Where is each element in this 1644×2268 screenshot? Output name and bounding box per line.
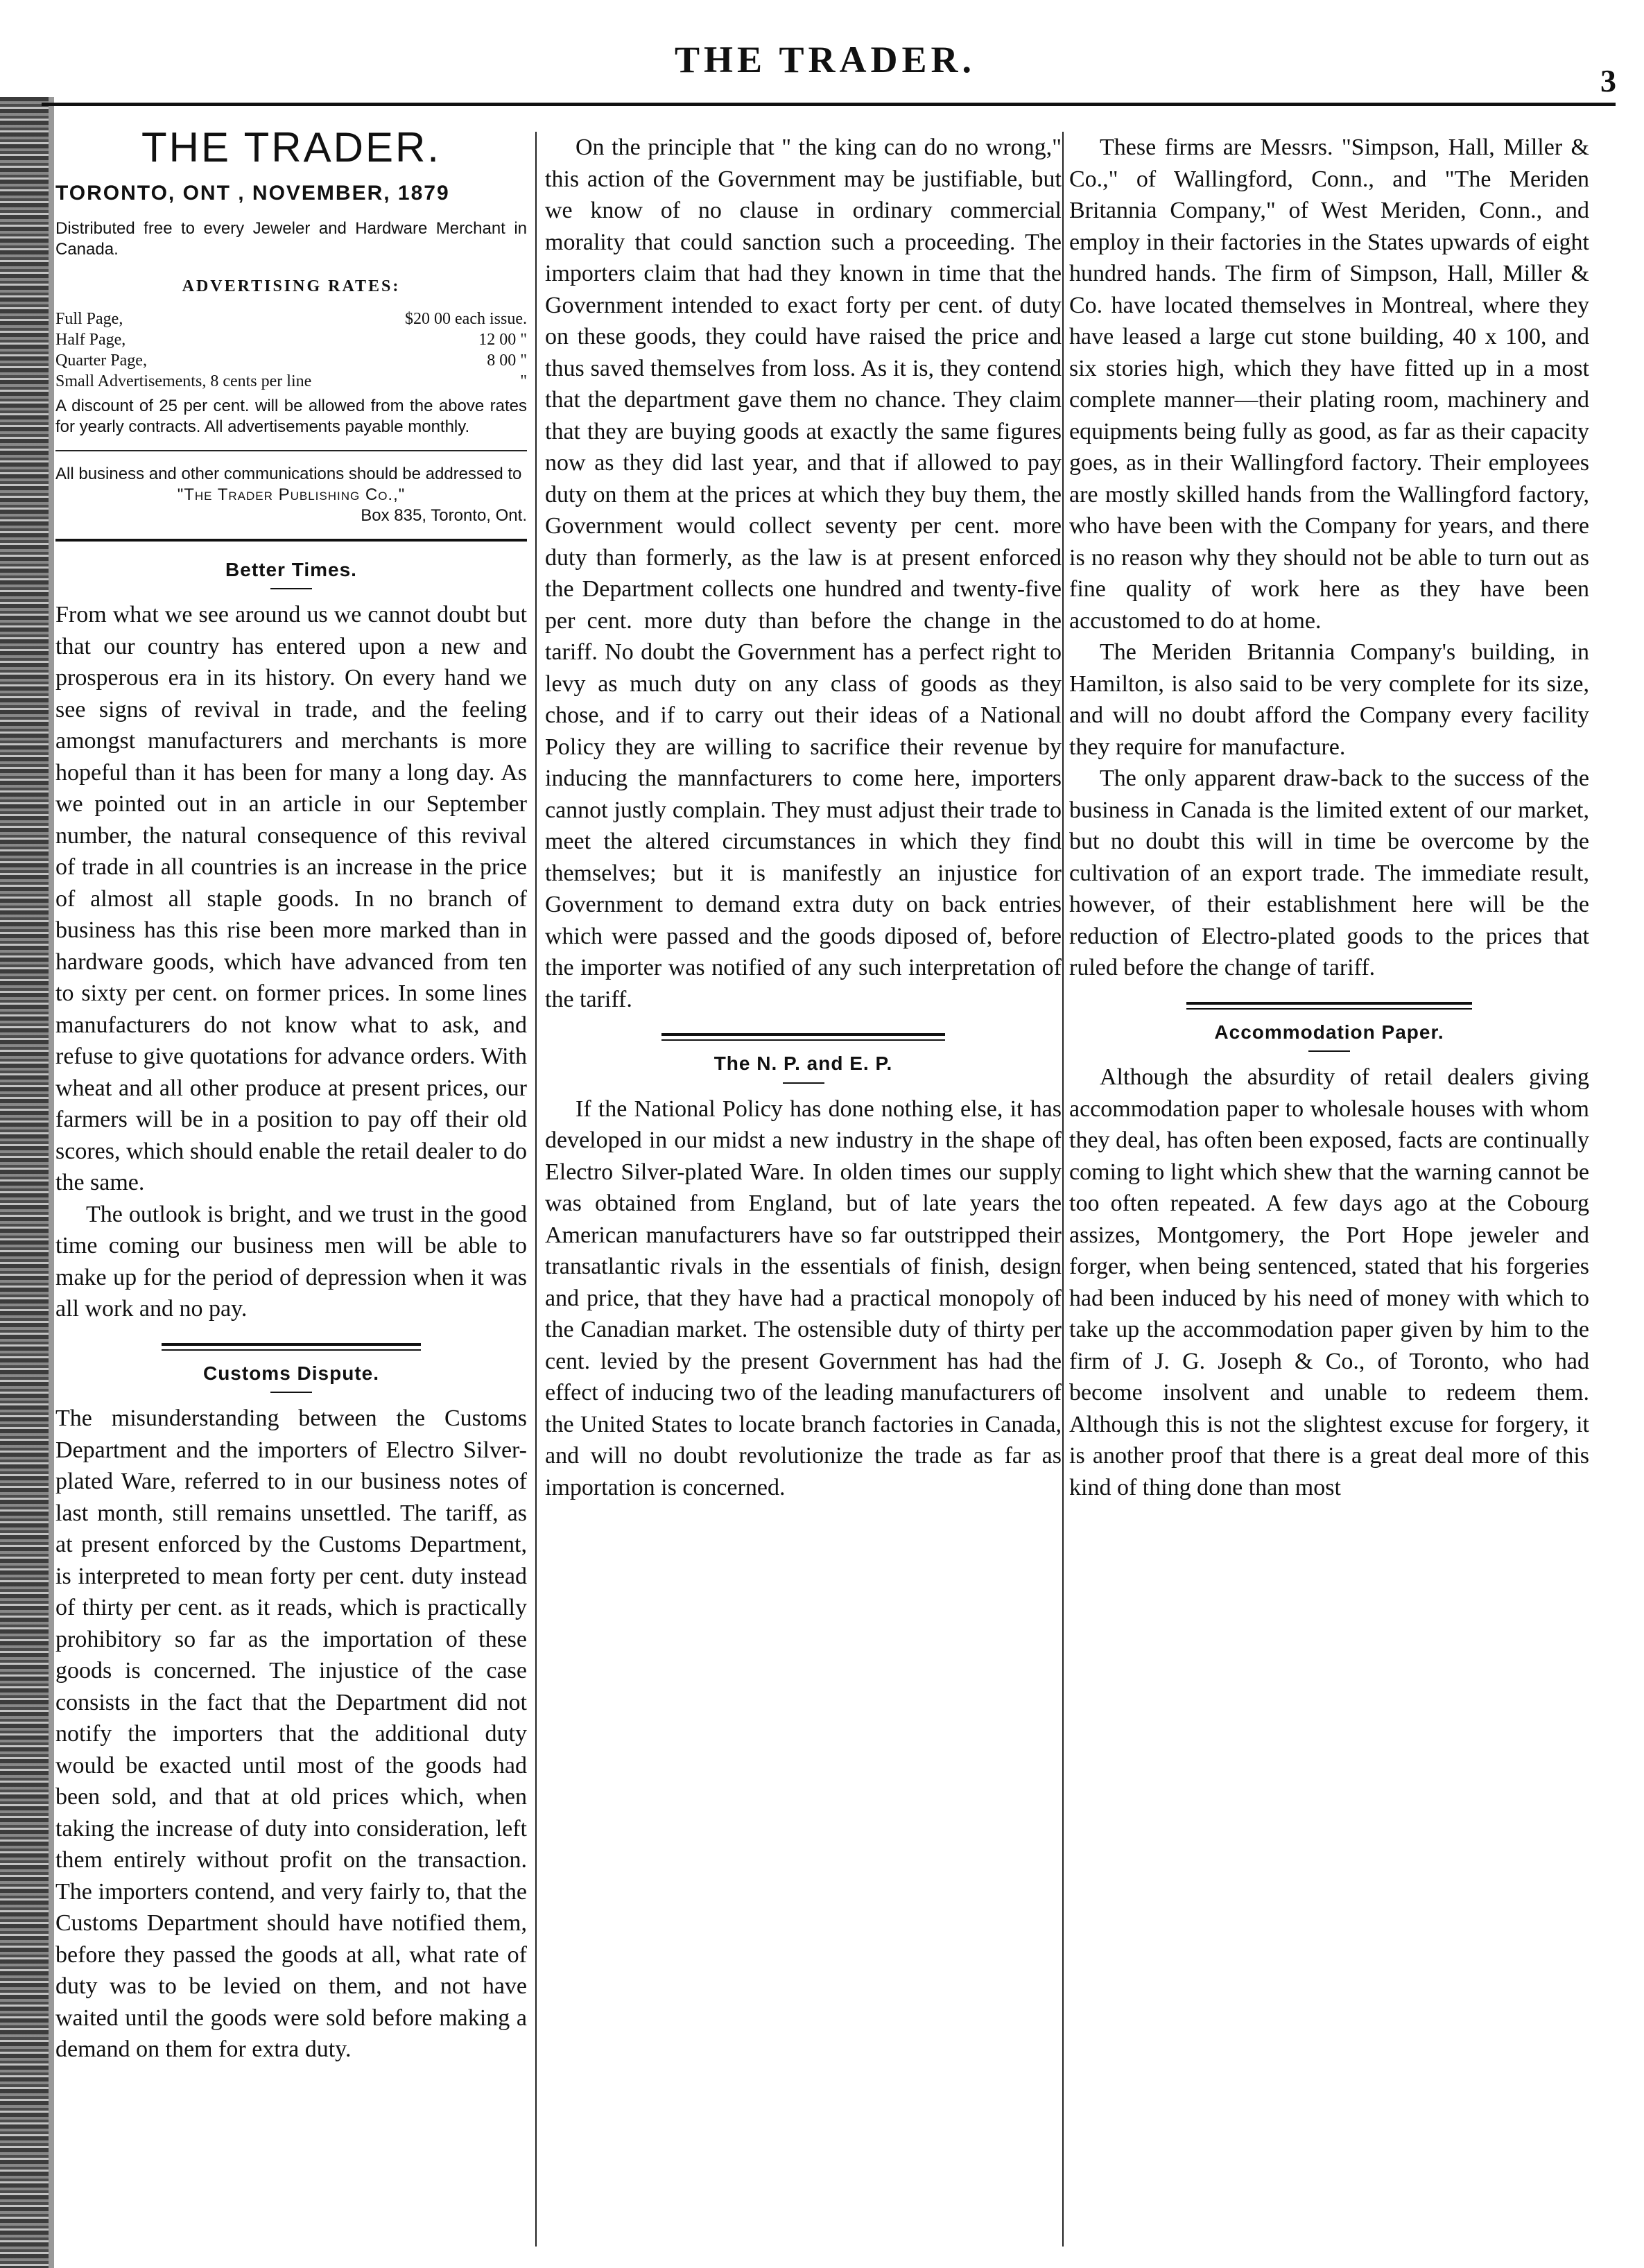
section-heading: Accommodation Paper. xyxy=(1214,1021,1444,1043)
rate-label: Full Page, xyxy=(55,309,123,328)
heading-dash xyxy=(270,588,312,589)
contact-box: Box 835, Toronto, Ont. xyxy=(361,505,527,525)
page-masthead: THE TRADER. xyxy=(674,39,976,80)
rate-price: $20 00 each issue. xyxy=(405,309,527,328)
divider-rule xyxy=(55,450,527,451)
heading-dash xyxy=(1308,1050,1350,1052)
distribution-note: Distributed free to every Jeweler and Hardware Merchant in Canada. xyxy=(55,219,527,259)
rate-row xyxy=(55,350,527,371)
rate-row xyxy=(55,309,527,329)
contact-intro: All business and other communications should be addressed to xyxy=(55,464,522,483)
column-divider xyxy=(535,132,537,2247)
article-paragraph: From what we see around us we cannot doubt but that our country has entered upon a new and prosperous era in its history. On every hand we see signs of revival in trade, and the feeling amongst manufacturers and merchants is more hopeful than it has been for many a long day. As we pointed out in an article in our September number, the natural consequence of this revival of trade in all countries is an increase in the price of almost all staple goods. In no branch of business has this rise been more marked than in hardware goods, which have advanced from ten to sixty per cent. on former prices. In some lines manufacturers do not know what to ask, and refuse to give quotations for advance orders. With wheat and all other produce at present prices, our farmers will be in a position to pay off their old scores, which should enable the retail dealer to do the same. xyxy=(55,602,527,1195)
rate-label: Small Advertisements, 8 cents per line xyxy=(55,372,312,390)
rates-heading: ADVERTISING RATES: xyxy=(182,277,401,295)
contact-company: "The Trader Publishing Co.," xyxy=(177,485,406,504)
rate-price: 8 00 " xyxy=(487,351,527,370)
section-heading: The N. P. and E. P. xyxy=(713,1053,893,1074)
article-paragraph: Although the absurdity of retail dealers giving accommodation paper to wholesale houses with whom they deal, has often been exposed, facts are continually coming to light which shew that the warning cannot be too often repeated. A few days ago at the Cobourg assizes, Montgomery, the Port Hope jeweler and forger, when being sentenced, stated that his forgeries had been induced by his need of money with which to take up the accommodation paper given by him to the firm of J. G. Joseph & Co., of Toronto, who had become insolvent and unable to redeem them. Although this is not the slightest excuse for forgery, it is another proof that there is a great deal more of this kind of thing done than most xyxy=(1069,1064,1589,1500)
column-3 xyxy=(1069,132,1589,1503)
dateline: TORONTO, ONT , NOVEMBER, 1879 xyxy=(55,181,450,205)
article-paragraph: The misunderstanding between the Customs Department and the importers of Electro Silver-plated Ware, referred to in our business notes of last month, still remains unsettled. The tariff, as at present enforced by the Customs Department, is interpreted to mean forty per cent. duty instead of thirty per cent. as it reads, which is practically prohibitory so far as the importation of these goods is concerned. The injustice of the case consists in the fact that the Department did not notify the importers that the additional duty would be exacted until most of the goods had been sold, and that at old prices which, when taking the increase of duty into consideration, left them entirely without profit on the transaction. The importers contend, and very fairly to, that the Customs Department should have notified them, before they passed the goods at all, what rate of duty was to be levied on them, and not have waited until the goods were sold before making a demand on them for extra duty. xyxy=(55,1405,527,2062)
rate-price: 12 00 " xyxy=(478,330,527,349)
heading-dash xyxy=(783,1082,824,1084)
rate-row xyxy=(55,371,527,392)
section-rules xyxy=(162,1343,421,1351)
contact-block xyxy=(55,464,527,526)
rate-label: Quarter Page, xyxy=(55,351,147,370)
section-rules xyxy=(661,1033,946,1041)
rate-label: Half Page, xyxy=(55,330,126,349)
article-paragraph: These firms are Messrs. "Simpson, Hall, Miller & Co.," of Wallingford, Conn., and "The Meriden Britannia Company," of West Meriden, Conn., and employ in their factories in the States upwards of eight hundred hands. The firm of Simpson, Hall, Miller & Co. have located themselves in Montreal, where they have leased a large cut stone building, 40 x 100, and six stories high, which they have fitted up in a most complete manner—their plating room, machinery and equipments being fully as good, as far as their capacity goes, as in their Wallingford factory. Their employees are mostly skilled hands from the Wallingford factory, who have been with the Company for years, and there is no reason why they should not be able to turn out as fine quality of work here as they have been accustomed to do at home. xyxy=(1069,135,1589,634)
article-paragraph: The only apparent draw-back to the success of the business in Canada is the limited extent of our market, but no doubt this will in time be overcome by the cultivation of an export trade. The immediate result, however, of their establishment here will be the reduction of Electro-plated goods to the prices that ruled before the change of tariff. xyxy=(1069,765,1589,980)
page-binding-edge xyxy=(0,97,49,2268)
column-divider xyxy=(1062,132,1064,2247)
divider-rule xyxy=(55,539,527,542)
rate-price: " xyxy=(520,372,527,390)
section-heading: Better Times. xyxy=(225,558,357,580)
heading-dash xyxy=(270,1392,312,1393)
column-2 xyxy=(545,132,1062,1503)
page-binding-shadow xyxy=(49,97,54,2268)
article-paragraph: The Meriden Britannia Company's building, in Hamilton, is also said to be very complete for its size, and will no doubt afford the Company every facility they require for manufacture. xyxy=(1069,639,1589,760)
section-heading: Customs Dispute. xyxy=(202,1362,380,1384)
article-paragraph: If the National Policy has done nothing else, it has developed in our midst a new industry in the shape of Electro Silver-plated Ware. In olden times our supply was obtained from England, but of late years the American manufacturers have so far outstripped their transatlantic rivals in the essentials of finish, design and price, that they have had a practical monopoly of the Canadian market. The ostensible duty of thirty per cent. levied by the present Government has had the effect of inducing two of the leading manufacturers of the United States to locate branch factories in Canada, and will no doubt revolutionize the trade as far as importation is concerned. xyxy=(545,1096,1062,1500)
article-paragraph: On the principle that " the king can do no wrong," this action of the Government may be justifiable, but we know of no clause in ordinary commercial morality that could sanction such a proceeding. The importers claim that had they known in time that the Government intended to exact forty per cent. of duty on these goods, they could have raised the price and thus saved themselves from loss. As it is, they contend that the department gave them no chance. They claim that they are buying goods at exactly the same figures now as they did last year, and that if allowed to pay duty on them at the prices at which they buy them, the Government would collect seventy per cent. more duty than formerly, as the law is at present enforced the Department collects one hundred and twenty-five per cent. more duty than before the change in the tariff. No doubt the Government has a perfect right to levy as much duty on any class of goods as they chose, and if to carry out their ideas of a National Policy they are willing to sacrifice their revenue by inducing the mannfacturers to come here, importers cannot justly complain. They must adjust their trade to meet the altered circumstances in which they find themselves; but it is manifestly an injustice for Government to demand extra duty on back entries which were passed and the goods diposed of, before the importer was notified of any such interpretation of the tariff. xyxy=(545,135,1062,1012)
discount-note: A discount of 25 per cent. will be allowed from the above rates for yearly contracts. All advertisements payable monthly. xyxy=(55,396,527,436)
column-1 xyxy=(55,124,527,2066)
rate-row xyxy=(55,329,527,350)
section-rules xyxy=(1186,1002,1473,1010)
header-rule xyxy=(42,103,1616,106)
ad-box-title: THE TRADER. xyxy=(141,124,441,171)
article-paragraph: The outlook is bright, and we trust in the good time coming our business men will be able to make up for the period of depression when it was all work and no pay. xyxy=(55,1201,527,1322)
page-number: 3 xyxy=(1600,63,1616,98)
ad-box xyxy=(55,124,527,542)
